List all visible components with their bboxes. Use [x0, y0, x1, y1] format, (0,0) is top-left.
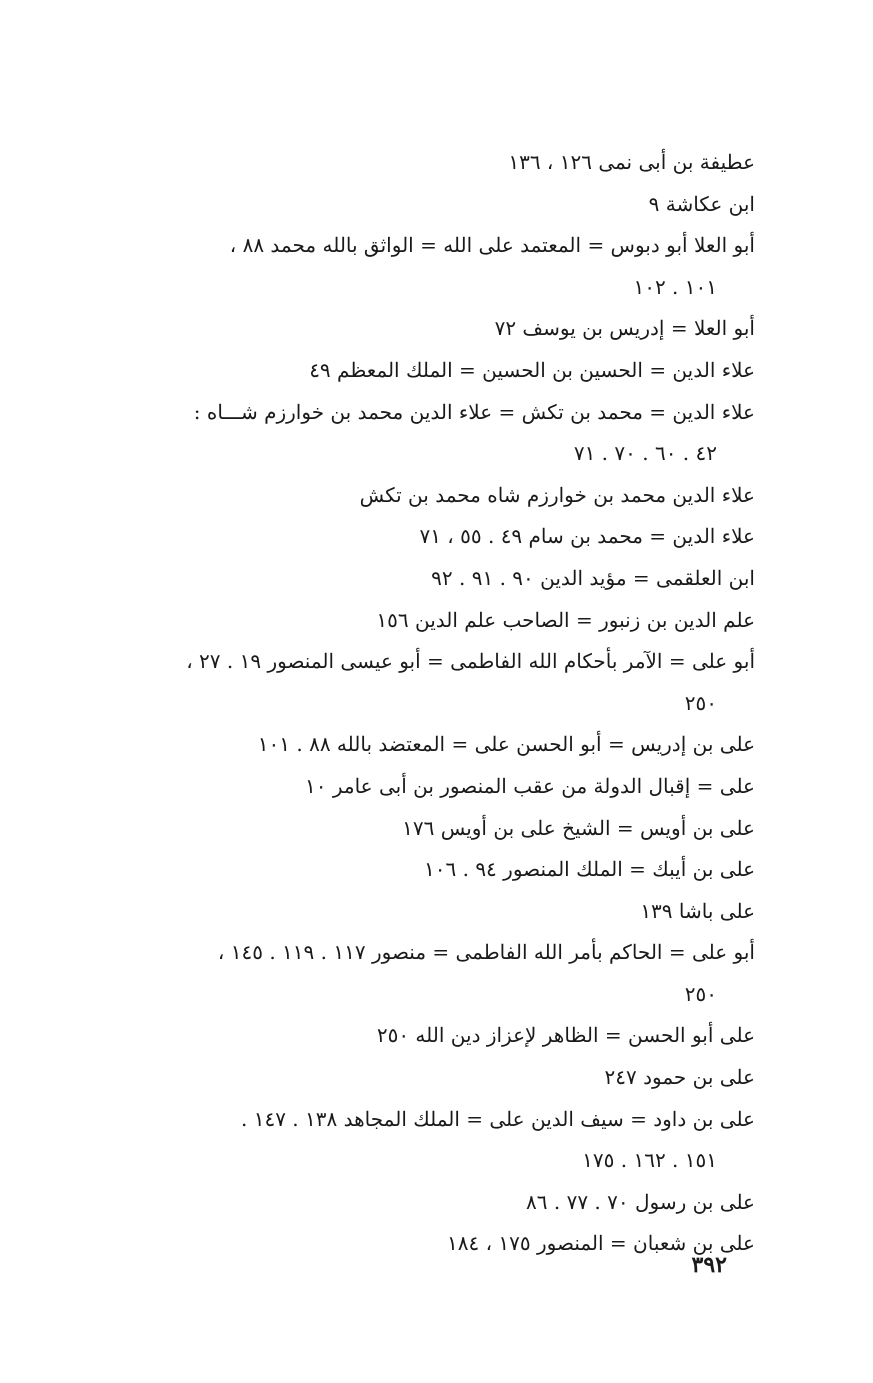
index-entry: على بن أيبك = الملك المنصور ٩٤ . ١٠٦	[424, 857, 755, 882]
index-entry: أبو العلا أبو دبوس = المعتمد على الله = الواثق بالله محمد ٨٨ ،	[229, 233, 755, 258]
index-entry: علاء الدين = محمد بن تكش = علاء الدين محمد بن خوارزم شـــاه :	[193, 399, 755, 424]
index-entry: على = إقبال الدولة من عقب المنصور بن أبى عامر ١٠	[304, 773, 755, 798]
index-entry: أبو على = الآمر بأحكام الله الفاطمى = أبو عيسى المنصور ١٩ . ٢٧ ،	[186, 649, 755, 674]
index-entry: علاء الدين محمد بن خوارزم شاه محمد بن تكش	[359, 482, 755, 507]
index-entry: على بن رسول ٧٠ . ٧٧ . ٨٦	[526, 1189, 755, 1214]
index-entry: على بن حمود ٢٤٧	[604, 1065, 755, 1090]
index-entry-continuation: ١٥١ . ١٦٢ . ١٧٥	[582, 1148, 717, 1173]
index-entry: على بن شعبان = المنصور ١٧٥ ، ١٨٤	[446, 1231, 755, 1256]
index-entry: على بن إدريس = أبو الحسن على = المعتضد بالله ٨٨ . ١٠١	[257, 732, 755, 757]
index-entry: ابن عكاشة ٩	[648, 191, 755, 216]
index-entry: علم الدين بن زنبور = الصاحب علم الدين ١٥٦	[376, 607, 755, 632]
index-entries-list	[95, 142, 755, 1265]
page-number: ٣٩٢	[691, 1252, 727, 1278]
index-entry: ابن العلقمى = مؤيد الدين ٩٠ . ٩١ . ٩٢	[431, 565, 755, 590]
index-entry: أبو العلا = إدريس بن يوسف ٧٢	[494, 316, 755, 341]
index-entry: على بن داود = سيف الدين على = الملك المجاهد ١٣٨ . ١٤٧ .	[240, 1106, 755, 1131]
index-entry-continuation: ٢٥٠	[684, 690, 717, 715]
index-entry-continuation: ٤٢ . ٦٠ . ٧٠ . ٧١	[573, 441, 717, 466]
index-entry: على بن أويس = الشيخ على بن أويس ١٧٦	[402, 815, 755, 840]
index-entry: على أبو الحسن = الظاهر لإعزاز دين الله ٢٥٠	[376, 1023, 755, 1048]
index-entry: أبو على = الحاكم بأمر الله الفاطمى = منصور ١١٧ . ١١٩ . ١٤٥ ،	[217, 940, 755, 965]
index-entry: علاء الدين = محمد بن سام ٤٩ . ٥٥ ، ٧١	[419, 524, 755, 549]
index-entry-continuation: ١٠١ . ١٠٢	[633, 274, 717, 299]
index-entry-continuation: ٢٥٠	[684, 981, 717, 1006]
index-entry: عطيفة بن أبى نمى ١٢٦ ، ١٣٦	[508, 150, 755, 174]
index-entry: على باشا ١٣٩	[640, 898, 755, 923]
index-entry: علاء الدين = الحسين بن الحسين = الملك المعظم ٤٩	[309, 357, 755, 382]
